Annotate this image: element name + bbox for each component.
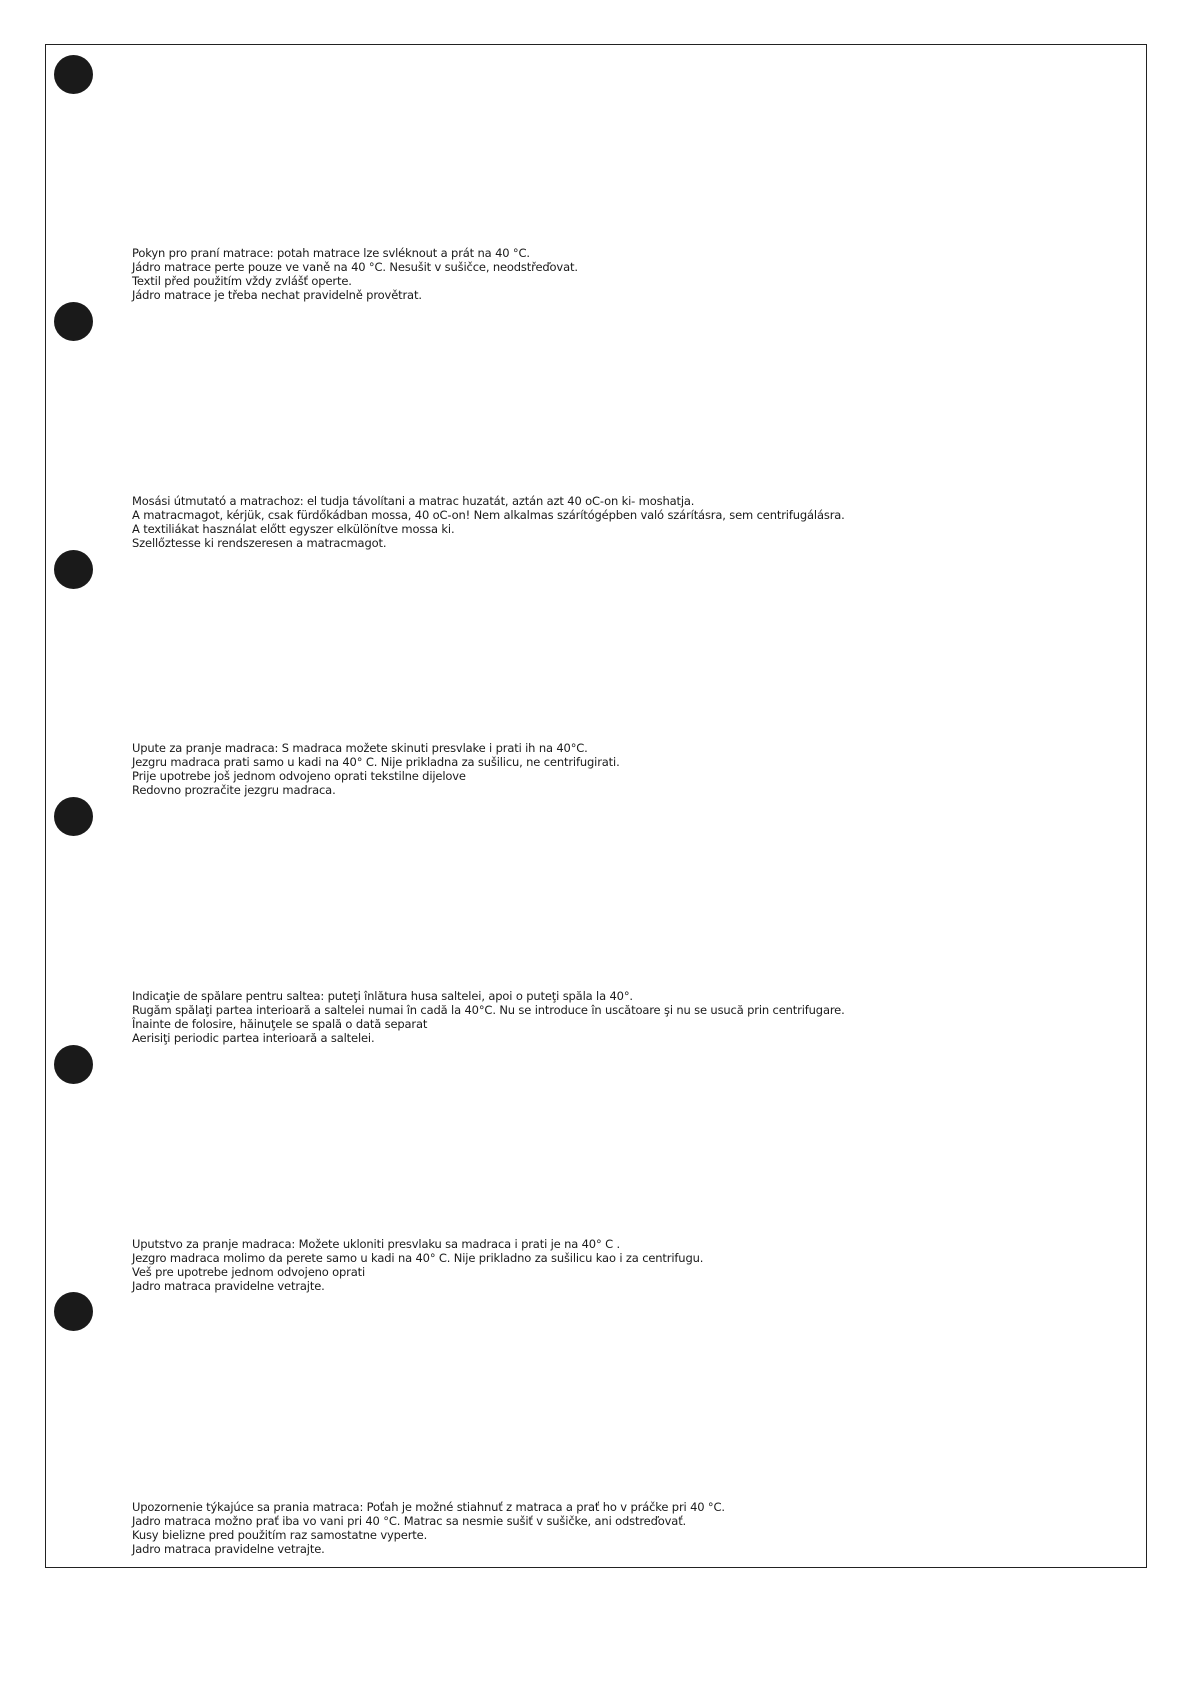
instruction-line: Upute za pranje madraca: S madraca možete skinuti presvlake i prati ih na 40°C. [132, 741, 588, 755]
instruction-line: Jezgru madraca prati samo u kadi na 40° C. Nije prikladna za sušilicu, ne centrifugirati. [132, 755, 620, 769]
instruction-line: Jadro matraca pravidelne vetrajte. [132, 1542, 325, 1556]
instruction-line: Jádro matrace perte pouze ve vaně na 40 °C. Nesušit v sušičce, neodstřeďovat. [132, 260, 578, 274]
instruction-block-cs [132, 246, 1132, 302]
instruction-line: Jádro matrace je třeba nechat pravidelně provětrat. [132, 288, 422, 302]
instruction-line: Jadro matraca pravidelne vetrajte. [132, 1279, 325, 1293]
instruction-line: Indicaţie de spălare pentru saltea: puteţi înlătura husa saltelei, apoi o puteţi spăla la 40°. [132, 989, 633, 1003]
instruction-line: A matracmagot, kérjük, csak fürdőkádban mossa, 40 oC-on! Nem alkalmas szárítógépben való szárításra, sem centrifugálásra. [132, 508, 845, 522]
instruction-line: Aerisiţi periodic partea interioară a saltelei. [132, 1031, 375, 1045]
instruction-line: A textiliákat használat előtt egyszer elkülönítve mossa ki. [132, 522, 455, 536]
instruction-line: Textil před použitím vždy zvlášť operte. [132, 274, 352, 288]
instruction-line: Redovno prozračite jezgru madraca. [132, 783, 336, 797]
instruction-line: Mosási útmutató a matrachoz: el tudja távolítani a matrac huzatát, aztán azt 40 oC-on ki- moshatja. [132, 494, 695, 508]
instruction-line: Prije upotrebe još jednom odvojeno oprati tekstilne dijelove [132, 769, 466, 783]
punch-hole [54, 550, 93, 589]
instruction-block-sr [132, 1237, 1132, 1293]
instruction-line: Pokyn pro praní matrace: potah matrace lze svléknout a prát na 40 °C. [132, 246, 530, 260]
instruction-block-hu [132, 494, 1132, 550]
punch-hole [54, 797, 93, 836]
instruction-line: Szellőztesse ki rendszeresen a matracmagot. [132, 536, 387, 550]
instruction-block-sk [132, 1500, 1132, 1556]
instruction-line: Uputstvo za pranje madraca: Možete ukloniti presvlaku sa madraca i prati je na 40° C . [132, 1237, 620, 1251]
punch-hole [54, 55, 93, 94]
instruction-line: Jadro matraca možno prať iba vo vani pri 40 °C. Matrac sa nesmie sušiť v sušičke, ani odstreďovať. [132, 1514, 687, 1528]
instruction-block-ro [132, 989, 1132, 1045]
instruction-line: Rugăm spălaţi partea interioară a saltelei numai în cadă la 40°C. Nu se introduce în uscătoare şi nu se usucă prin centrifugare. [132, 1003, 845, 1017]
instruction-line: Jezgro madraca molimo da perete samo u kadi na 40° C. Nije prikladno za sušilicu kao i za centrifugu. [132, 1251, 704, 1265]
punch-hole [54, 302, 93, 341]
instruction-line: Veš pre upotrebe jednom odvojeno oprati [132, 1265, 366, 1279]
instruction-line: Kusy bielizne pred použitím raz samostatne vyperte. [132, 1528, 428, 1542]
punch-hole [54, 1292, 93, 1331]
instruction-block-hr [132, 741, 1132, 797]
instruction-line: Înainte de folosire, hăinuţele se spală o dată separat [132, 1017, 428, 1031]
instruction-line: Upozornenie týkajúce sa prania matraca: Poťah je možné stiahnuť z matraca a prať ho v práčke pri 40 °C. [132, 1500, 725, 1514]
punch-hole [54, 1045, 93, 1084]
